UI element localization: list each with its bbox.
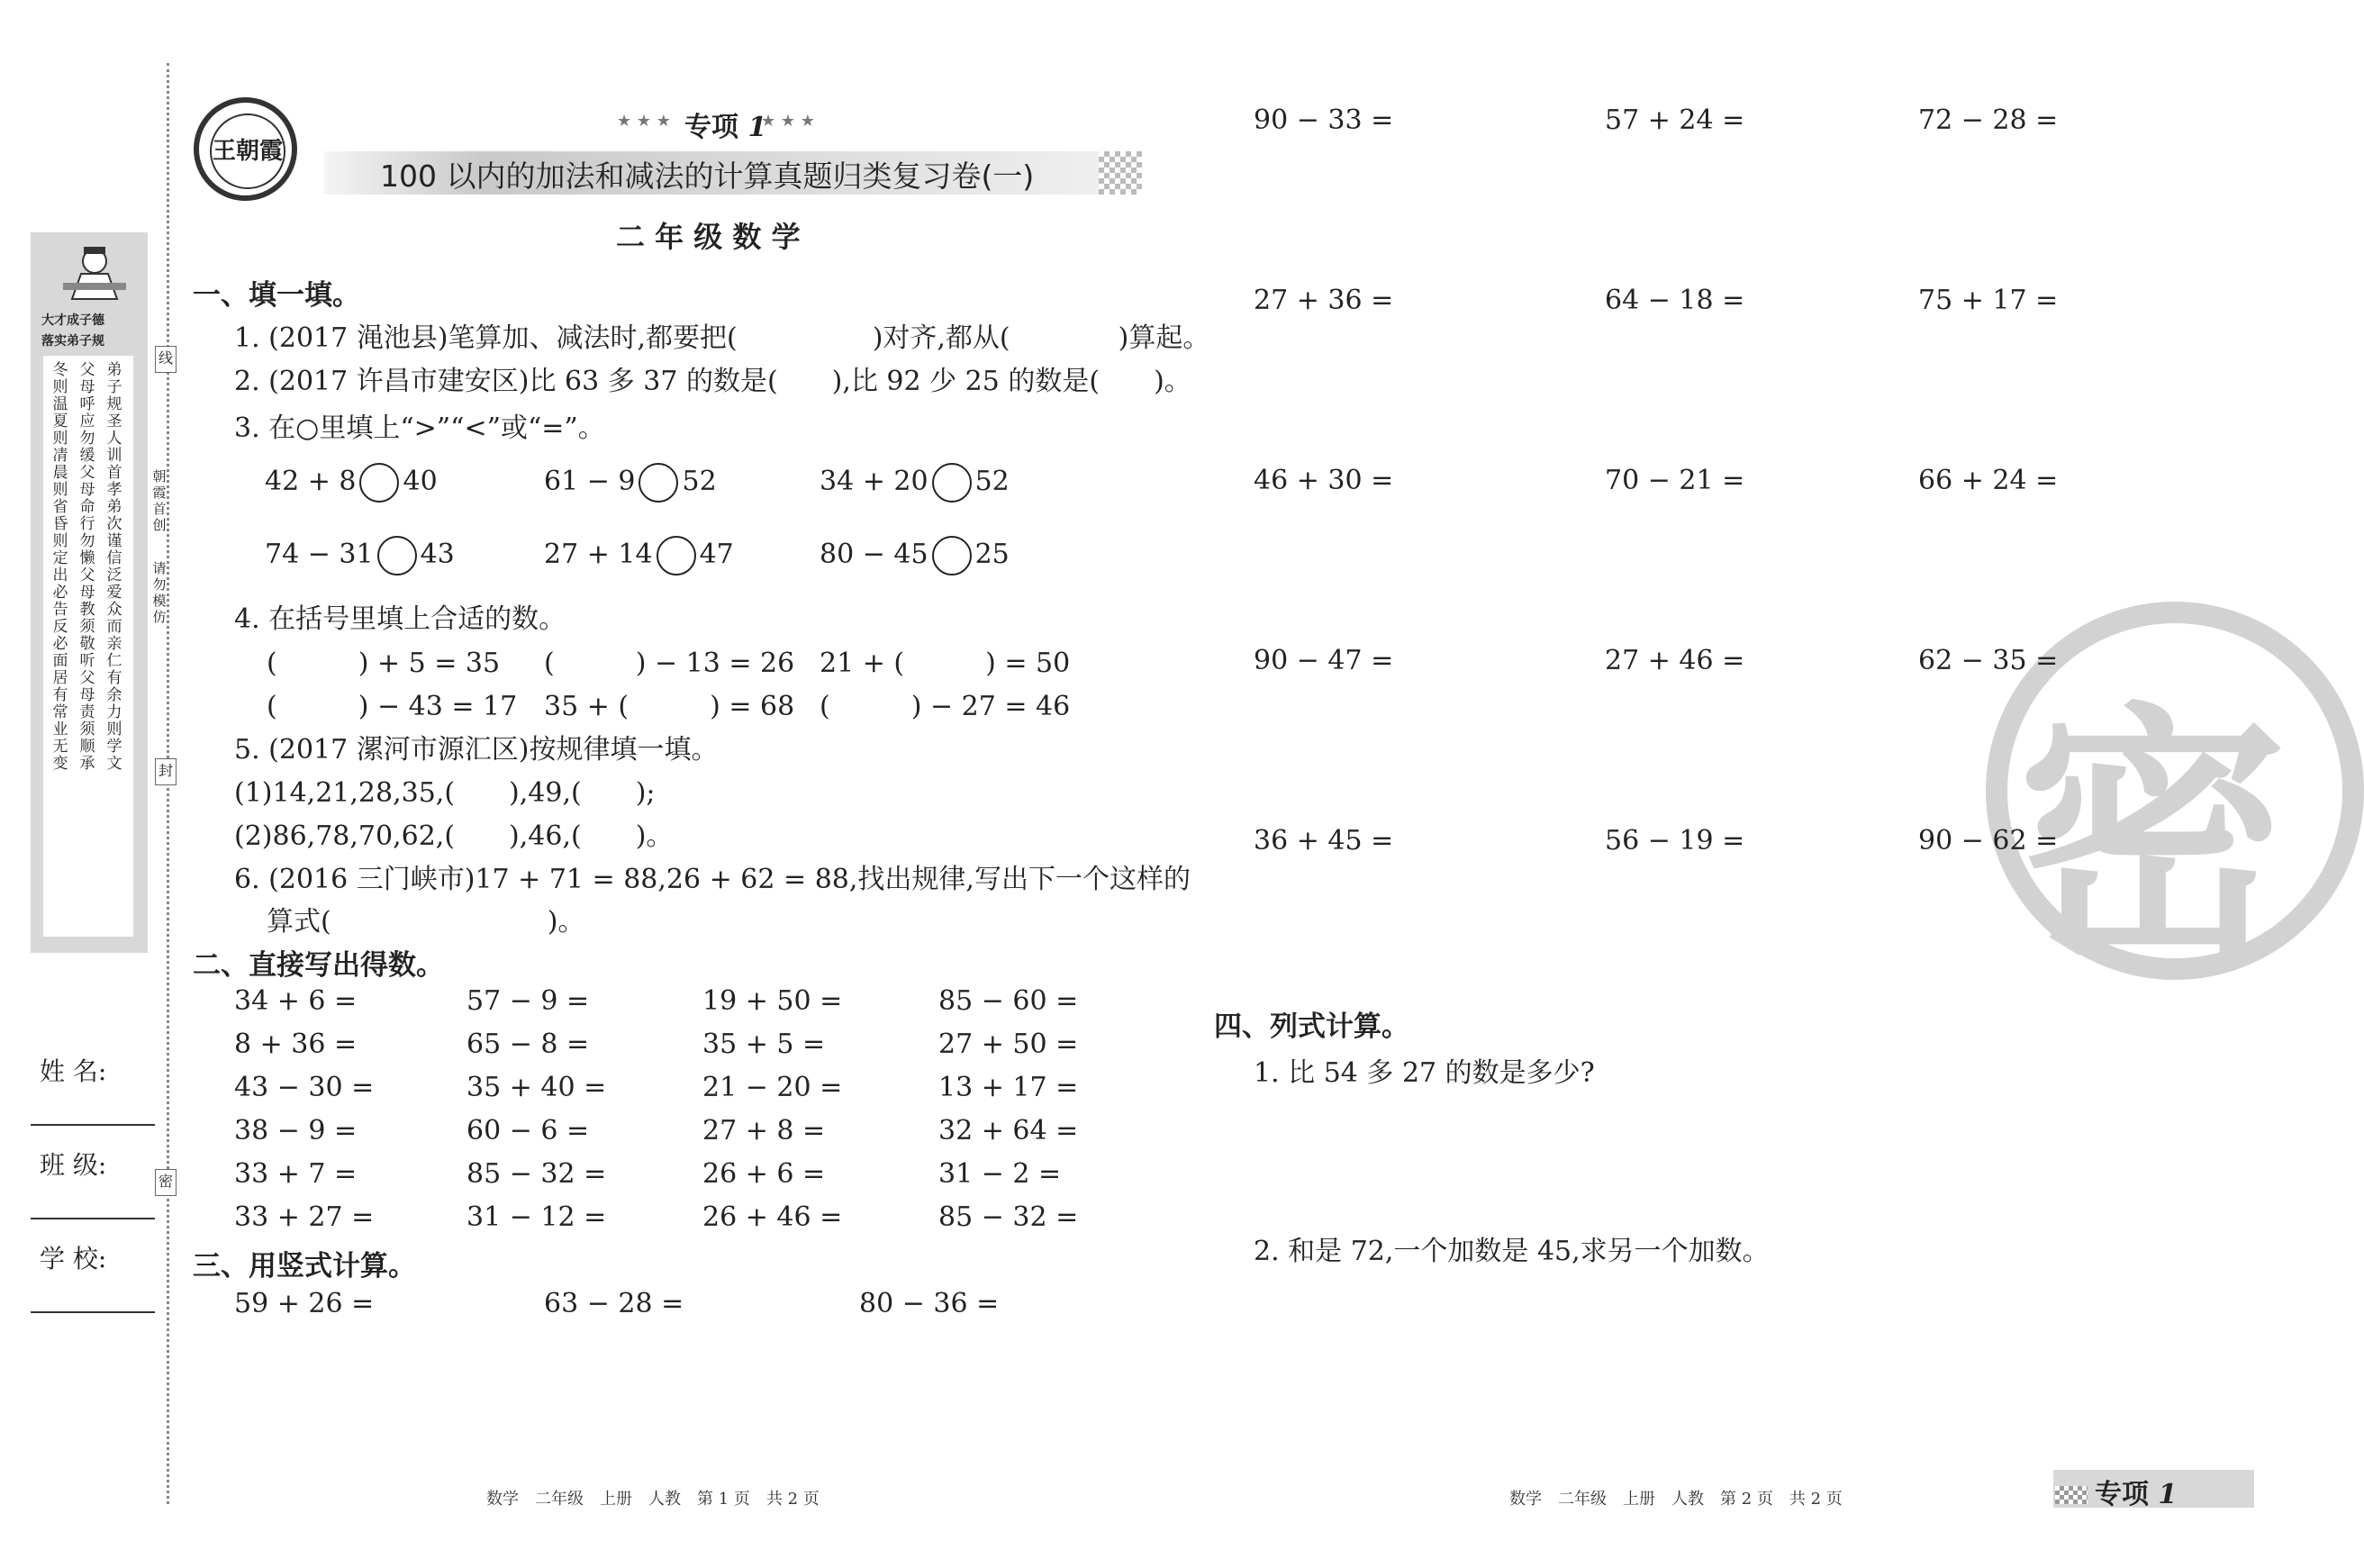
vertical-calc-item: 75 + 17 = (1918, 285, 2059, 316)
section-heading: 二、直接写出得数。 (193, 949, 444, 982)
answer-circle[interactable] (639, 463, 678, 503)
oral-calc-item: 8 + 36 = (234, 1029, 358, 1060)
checker-decoration (2055, 1486, 2088, 1504)
question-text: 1. 比 54 多 27 的数是多少? (1254, 1057, 1595, 1089)
oral-calc-item: 85 − 60 = (938, 985, 1079, 1017)
vertical-calc-item: 80 − 36 = (859, 1288, 1000, 1319)
page-footer-right: 数学 二年级 上册 人教 第 2 页 共 2 页 (1509, 1490, 1843, 1509)
question-text: (1)14,21,28,35,( ),49,( ); (234, 777, 656, 809)
page-subtitle: 二 年 级 数 学 (616, 220, 801, 254)
oral-calc-item: 85 − 32 = (466, 1158, 607, 1190)
vertical-calc-item: 36 + 45 = (1254, 825, 1394, 857)
oral-calc-item: 27 + 50 = (938, 1029, 1079, 1060)
confidential-stamp-char: 密 (2017, 682, 2287, 996)
sidebar-motto-1: 大才成子德 (41, 313, 104, 328)
fill-item[interactable]: ( ) − 43 = 17 (267, 691, 518, 722)
answer-circle[interactable] (932, 463, 972, 503)
stars-right: ★ ★ ★ (761, 112, 815, 131)
answer-circle[interactable] (657, 536, 696, 576)
cut-mark: 线 (155, 346, 177, 373)
oral-calc-item: 27 + 8 = (702, 1115, 826, 1147)
question-text: 1. (2017 渑池县)笔算加、减法时,都要把( )对齐,都从( )算起。 (234, 322, 1210, 354)
compare-item: 80 − 45 25 (820, 536, 1010, 576)
child-figure-icon (54, 245, 135, 301)
compare-item: 42 + 8 40 (265, 463, 438, 503)
school-label: 学 校: (40, 1244, 107, 1273)
oral-calc-item: 21 − 20 = (702, 1072, 843, 1103)
oral-calc-item: 13 + 17 = (938, 1072, 1079, 1103)
oral-calc-item: 43 − 30 = (234, 1072, 375, 1103)
oral-calc-item: 26 + 6 = (702, 1158, 826, 1190)
name-field[interactable] (31, 1124, 155, 1126)
vertical-calc-item: 62 − 35 = (1918, 645, 2059, 676)
vertical-calc-item: 46 + 30 = (1254, 465, 1394, 496)
vertical-calc-item: 27 + 36 = (1254, 285, 1394, 316)
oral-calc-item: 85 − 32 = (938, 1201, 1079, 1233)
vertical-calc-item: 27 + 46 = (1605, 645, 1745, 676)
sidebar-verse-column: 父母呼应勿缓父母命行勿懒父母教须敬听父母责须顺承 (79, 361, 95, 773)
page-title: 100 以内的加法和减法的计算真题归类复习卷(一) (380, 159, 1035, 194)
question-text: 2. 和是 72,一个加数是 45,求另一个加数。 (1254, 1236, 1770, 1267)
vertical-calc-item: 90 − 62 = (1918, 825, 2059, 857)
sidebar-verse-column: 冬则温夏则凊晨则省昏则定出必告反必面居有常业无变 (52, 361, 68, 773)
question-text: 3. 在○里填上“>”“<”或“=”。 (234, 412, 605, 444)
vertical-calc-item: 70 − 21 = (1605, 465, 1745, 496)
vertical-calc-item: 63 − 28 = (544, 1288, 684, 1319)
fill-item[interactable]: ( ) − 27 = 46 (820, 691, 1071, 722)
oral-calc-item: 19 + 50 = (702, 985, 843, 1017)
vertical-calc-item: 66 + 24 = (1918, 465, 2059, 496)
oral-calc-item: 35 + 5 = (702, 1029, 826, 1060)
sidebar-motto-2: 落实弟子规 (41, 334, 104, 349)
oral-calc-item: 32 + 64 = (938, 1115, 1079, 1147)
class-label: 班 级: (40, 1150, 107, 1180)
section-heading: 四、列式计算。 (1214, 1011, 1409, 1043)
vertical-calc-item: 90 − 33 = (1254, 104, 1394, 136)
corner-series-label: 专项 1 (2095, 1479, 2178, 1510)
name-label: 姓 名: (40, 1056, 107, 1086)
oral-calc-item: 38 − 9 = (234, 1115, 358, 1147)
vertical-calc-item: 64 − 18 = (1605, 285, 1745, 316)
question-text: 2. (2017 许昌市建安区)比 63 多 37 的数是( ),比 92 少 25 的数是( )。 (234, 366, 1191, 397)
compare-item: 61 − 9 52 (544, 463, 717, 503)
oral-calc-item: 34 + 6 = (234, 985, 358, 1017)
vertical-calc-item: 57 + 24 = (1605, 104, 1745, 136)
oral-calc-item: 57 − 9 = (466, 985, 590, 1017)
fill-item[interactable]: 35 + ( ) = 68 (544, 691, 795, 722)
cut-mark: 封 (155, 758, 177, 785)
fill-item[interactable]: ( ) + 5 = 35 (267, 648, 501, 679)
oral-calc-item: 60 − 6 = (466, 1115, 590, 1147)
question-text: 算式( )。 (267, 906, 585, 938)
oral-calc-item: 33 + 27 = (234, 1201, 375, 1233)
checker-decoration (1099, 151, 1142, 195)
section-heading: 一、填一填。 (193, 279, 360, 312)
compare-item: 27 + 14 47 (544, 536, 734, 576)
page-footer-left: 数学 二年级 上册 人教 第 1 页 共 2 页 (486, 1490, 820, 1509)
series-label: 专项 1 (684, 112, 767, 143)
answer-circle[interactable] (359, 463, 399, 503)
sidebar-note: 朝霞首创 (152, 468, 167, 533)
question-text: 4. 在括号里填上合适的数。 (234, 603, 566, 635)
school-field[interactable] (31, 1311, 155, 1313)
stars-left: ★ ★ ★ (617, 112, 671, 131)
sidebar-verse-column: 弟子规圣人训首孝弟次谨信泛爱众而亲仁有余力则学文 (106, 361, 122, 773)
oral-calc-item: 26 + 46 = (702, 1201, 843, 1233)
answer-circle[interactable] (377, 536, 417, 576)
brand-logo: 王朝霞 (194, 97, 297, 201)
section-heading: 三、用竖式计算。 (193, 1250, 416, 1282)
compare-item: 74 − 31 43 (265, 536, 455, 576)
compare-item: 34 + 20 52 (820, 463, 1010, 503)
question-text: (2)86,78,70,62,( ),46,( )。 (234, 820, 674, 852)
vertical-calc-item: 72 − 28 = (1918, 104, 2059, 136)
fill-item[interactable]: 21 + ( ) = 50 (820, 648, 1071, 679)
oral-calc-item: 35 + 40 = (466, 1072, 607, 1103)
cut-mark: 密 (155, 1169, 177, 1196)
answer-circle[interactable] (932, 536, 972, 576)
vertical-calc-item: 56 − 19 = (1605, 825, 1745, 857)
oral-calc-item: 33 + 7 = (234, 1158, 358, 1190)
sidebar-note: 请勿模仿 (152, 560, 167, 625)
oral-calc-item: 31 − 12 = (466, 1201, 607, 1233)
question-text: 6. (2016 三门峡市)17 + 71 = 88,26 + 62 = 88,找出规律,写出下一个这样的 (234, 864, 1191, 895)
vertical-calc-item: 59 + 26 = (234, 1288, 375, 1319)
vertical-calc-item: 90 − 47 = (1254, 645, 1394, 676)
oral-calc-item: 31 − 2 = (938, 1158, 1062, 1190)
oral-calc-item: 65 − 8 = (466, 1029, 590, 1060)
question-text: 5. (2017 漯河市源汇区)按规律填一填。 (234, 734, 719, 766)
class-field[interactable] (31, 1218, 155, 1219)
fill-item[interactable]: ( ) − 13 = 26 (544, 648, 795, 679)
